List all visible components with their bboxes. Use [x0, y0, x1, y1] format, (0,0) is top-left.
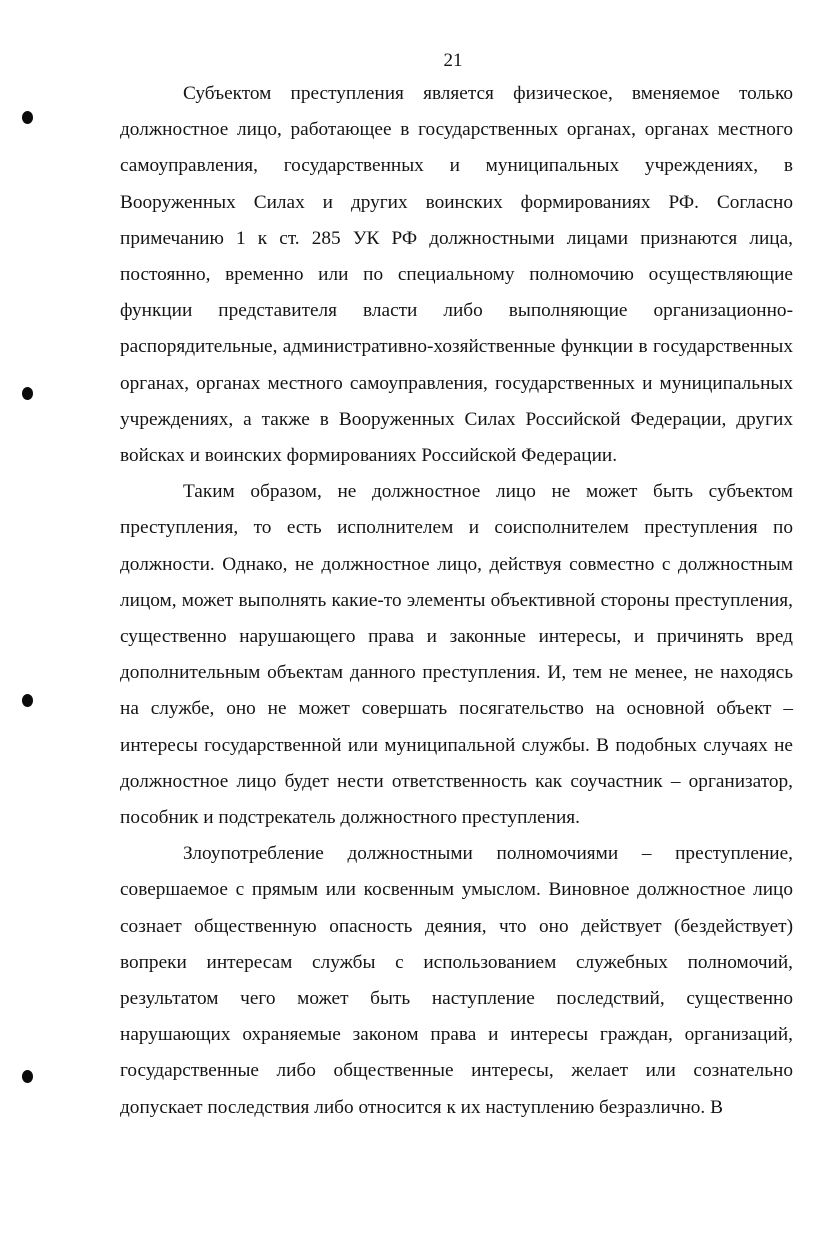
document-body [120, 76, 793, 1126]
punch-hole-mark [22, 387, 33, 400]
punch-hole-mark [22, 694, 33, 707]
page-number: 21 [443, 50, 463, 71]
paragraph-non-official-person: Таким образом, не должностное лицо не может быть субъектом преступления, то есть исполнителем и соисполнителем преступления по должности. Однако, не должностное лицо, действуя совместно с должностным лицом, может выполнять какие-то элементы объективной стороны преступления, существенно нарушающего права и законные интересы, и причинять вред дополнительным объектам данного преступления. И, тем не менее, не находясь на службе, оно не может совершать посягательство на основной объект – интересы государственной или муниципальной службы. В подобных случаях не должностное лицо будет нести ответственность как соучастник – организатор, пособник и подстрекатель должностного преступления. [120, 481, 793, 829]
punch-hole-mark [22, 111, 33, 124]
punch-hole-mark [22, 1070, 33, 1083]
paragraph-subject-of-crime: Субъектом преступления является физическое, вменяемое только должностное лицо, работающее в государственных органах, органах местного самоуправления, государственных и муниципальных учреждениях, в Вооруженных Силах и других воинских формированиях РФ. Согласно примечанию 1 к ст. 285 УК РФ должностными лицами признаются лица, постоянно, временно или по специальному полномочию осуществляющие функции представителя власти либо выполняющие организационно-распорядительные, административно-хозяйственные функции в государственных органах, органах местного самоуправления, государственных и муниципальных учреждениях, а также в Вооруженных Силах Российской Федерации, других войсках и воинских формированиях Российской Федерации. [120, 83, 793, 467]
paragraph-abuse-of-power: Злоупотребление должностными полномочиями – преступление, совершаемое с прямым или косвенным умыслом. Виновное должностное лицо сознает общественную опасность деяния, что оно действует (бездействует) вопреки интересам службы с использованием служебных полномочий, результатом чего может быть наступление последствий, существенно нарушающих охраняемые законом права и интересы граждан, организаций, государственные либо общественные интересы, желает или сознательно допускает последствия либо относится к их наступлению безразлично. В [120, 843, 793, 1118]
